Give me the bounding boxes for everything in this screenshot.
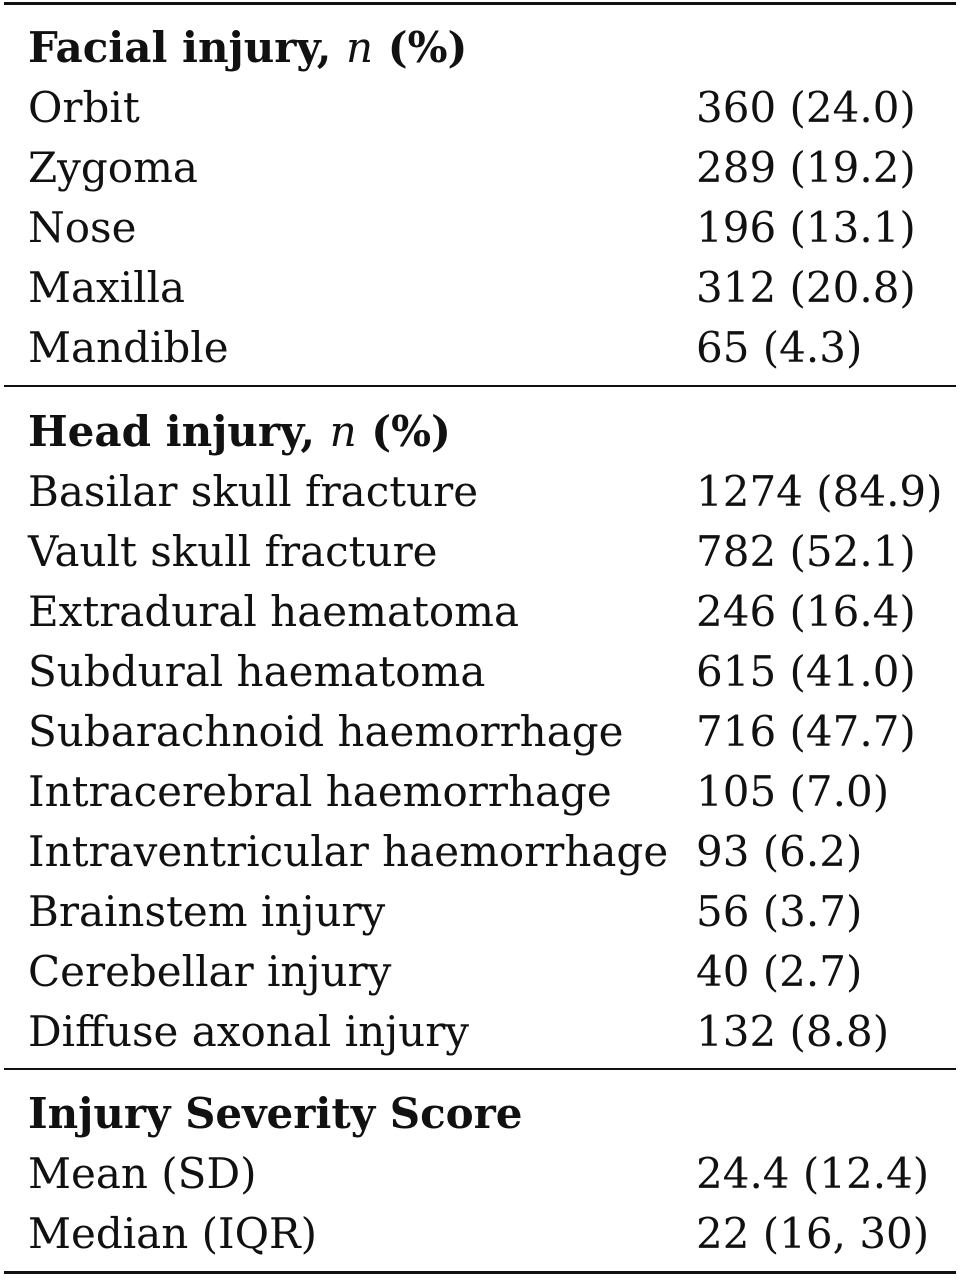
table-row (0, 522, 960, 582)
row-label: Extradural haematoma (28, 587, 520, 636)
row-label: Intraventricular haemorrhage (28, 827, 669, 876)
table-row (0, 702, 960, 762)
row-value: 65 (4.3) (696, 323, 863, 372)
section-header (0, 1084, 960, 1144)
table-row (0, 1204, 960, 1264)
table-row (0, 582, 960, 642)
table-row (0, 882, 960, 942)
row-value: 132 (8.8) (696, 1007, 890, 1056)
table-row (0, 1002, 960, 1062)
table-row (0, 1144, 960, 1204)
table-row (0, 78, 960, 138)
section-divider (4, 1068, 956, 1070)
row-value: 246 (16.4) (696, 587, 916, 636)
section-injury-severity-score (0, 1084, 960, 1264)
table-row (0, 198, 960, 258)
section-title: Head injury, (28, 407, 315, 456)
section-title-suffix: (%) (371, 407, 451, 456)
section-facial-injury (0, 18, 960, 378)
row-label: Cerebellar injury (28, 947, 392, 996)
row-value: 93 (6.2) (696, 827, 863, 876)
row-value: 360 (24.0) (696, 83, 916, 132)
row-value: 196 (13.1) (696, 203, 916, 252)
row-value: 105 (7.0) (696, 767, 890, 816)
section-header (0, 402, 960, 462)
row-value: 56 (3.7) (696, 887, 863, 936)
section-title: Facial injury, (28, 23, 332, 72)
row-value: 289 (19.2) (696, 143, 916, 192)
row-label: Median (IQR) (28, 1209, 318, 1258)
row-label: Nose (28, 203, 137, 252)
row-value: 22 (16, 30) (696, 1209, 930, 1258)
table-row (0, 258, 960, 318)
row-label: Mean (SD) (28, 1149, 257, 1198)
row-label: Brainstem injury (28, 887, 386, 936)
row-label: Intracerebral haemorrhage (28, 767, 612, 816)
table-row (0, 642, 960, 702)
row-value: 24.4 (12.4) (696, 1149, 930, 1198)
section-header (0, 18, 960, 78)
row-label: Subarachnoid haemorrhage (28, 707, 624, 756)
row-value: 312 (20.8) (696, 263, 916, 312)
row-label: Basilar skull fracture (28, 467, 479, 516)
row-label: Zygoma (28, 143, 198, 192)
table-row (0, 822, 960, 882)
table-bottom-rule (4, 1271, 956, 1274)
row-label: Maxilla (28, 263, 186, 312)
section-divider (4, 385, 956, 387)
row-value: 615 (41.0) (696, 647, 916, 696)
table-top-rule (4, 2, 956, 5)
section-title-italic: n (346, 23, 374, 72)
table-row (0, 762, 960, 822)
section-head-injury (0, 402, 960, 1062)
row-value: 1274 (84.9) (696, 467, 943, 516)
row-label: Subdural haematoma (28, 647, 486, 696)
table-row (0, 942, 960, 1002)
row-label: Mandible (28, 323, 229, 372)
table-row (0, 138, 960, 198)
row-label: Orbit (28, 83, 140, 132)
row-value: 40 (2.7) (696, 947, 863, 996)
section-title-suffix: (%) (387, 23, 468, 72)
section-title-italic: n (329, 407, 357, 456)
row-value: 716 (47.7) (696, 707, 916, 756)
table-row (0, 318, 960, 378)
row-value: 782 (52.1) (696, 527, 916, 576)
row-label: Vault skull fracture (28, 527, 438, 576)
table-row (0, 462, 960, 522)
section-title: Injury Severity Score (28, 1089, 523, 1138)
row-label: Diffuse axonal injury (28, 1007, 469, 1056)
